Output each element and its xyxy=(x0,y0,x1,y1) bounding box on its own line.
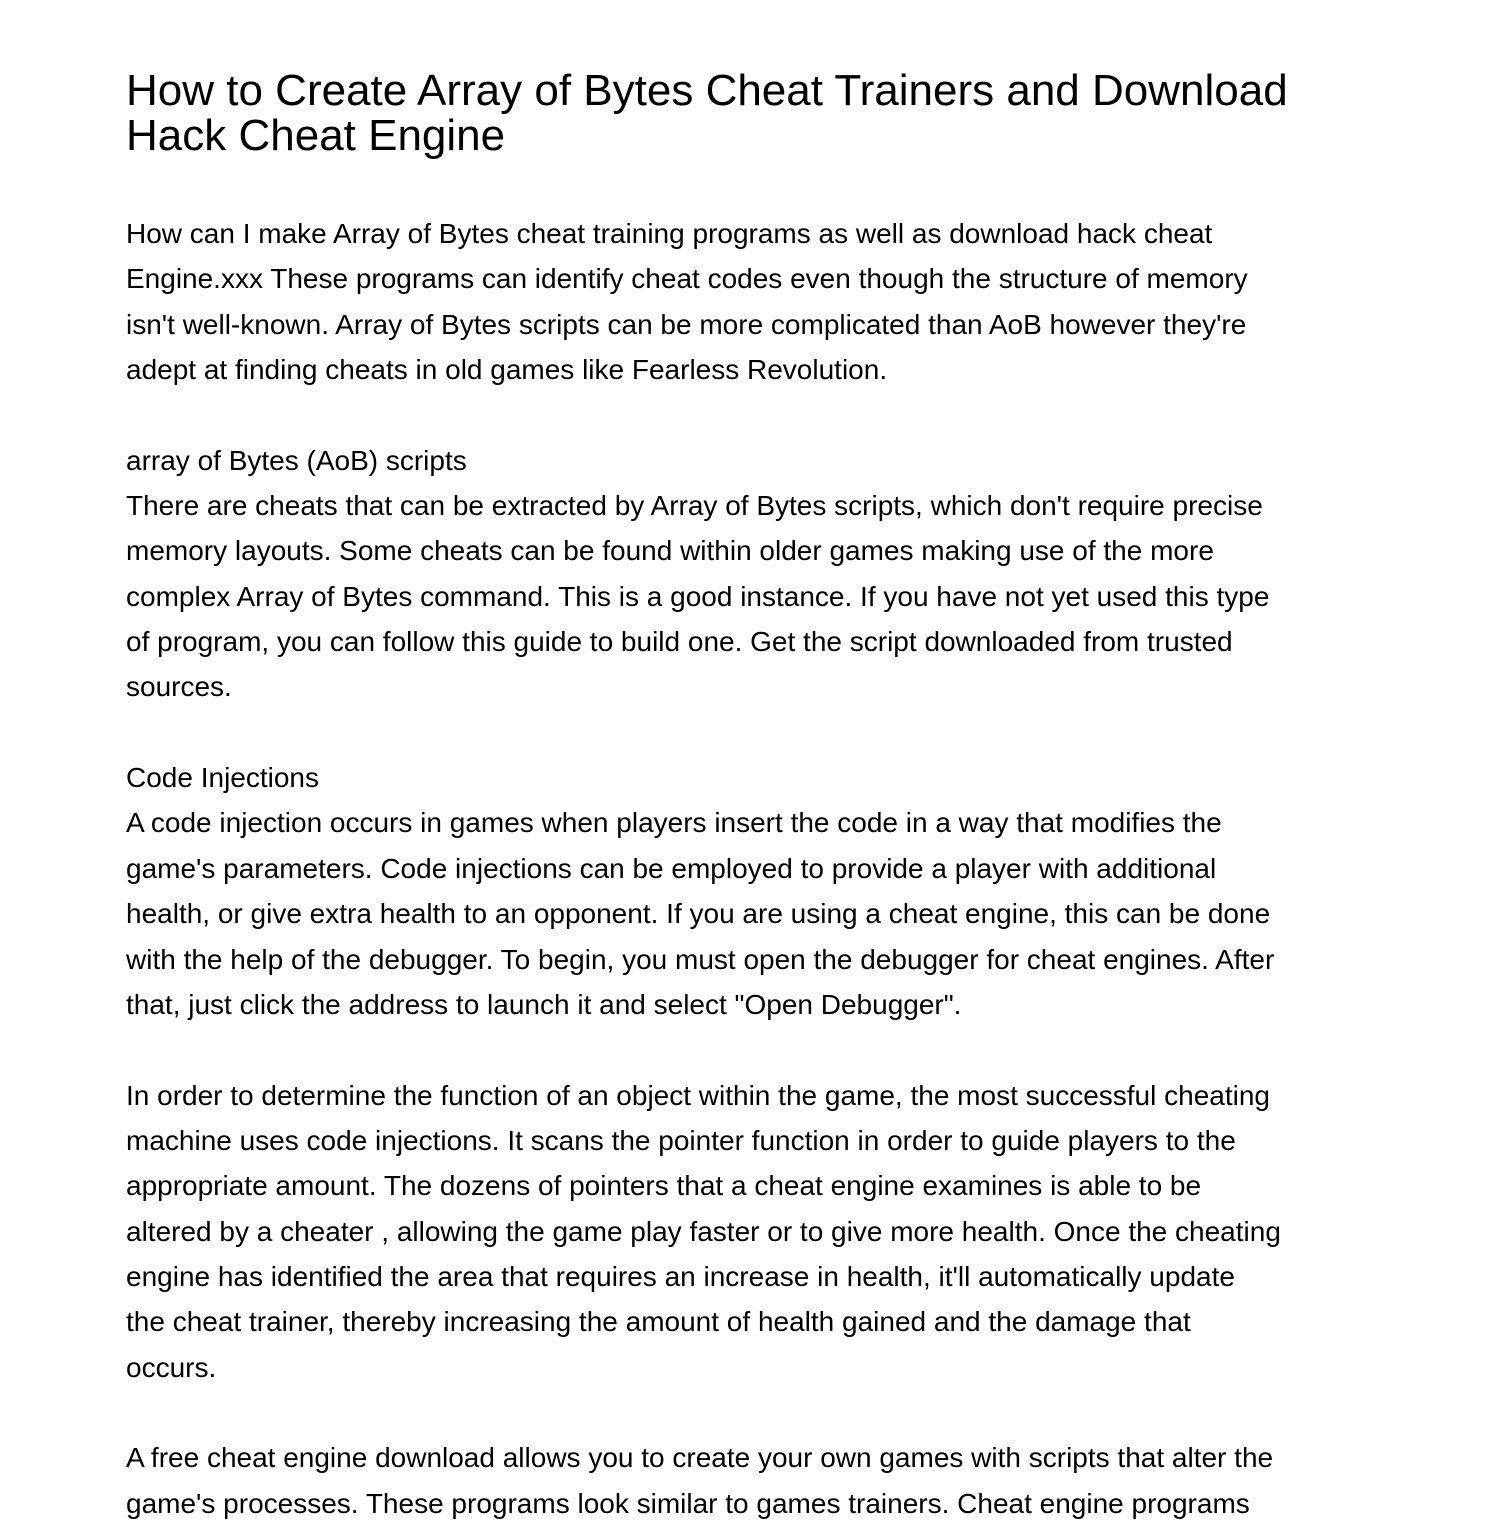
paragraph-line: of program, you can follow this guide to build one. Get the script downloaded from trusted xyxy=(126,626,1233,658)
paragraph-line: In order to determine the function of an object within the game, the most successful cheating xyxy=(126,1079,1270,1111)
paragraph-line: machine uses code injections. It scans the pointer function in order to guide players to the xyxy=(126,1124,1236,1156)
paragraph-line: sources. xyxy=(126,671,232,703)
paragraph-line: complex Array of Bytes command. This is a good instance. If you have not yet used this type xyxy=(126,580,1270,612)
section-heading: array of Bytes (AoB) scripts xyxy=(126,444,467,476)
paragraph-line: engine has identified the area that requires an increase in health, it'll automatically update xyxy=(126,1260,1235,1292)
paragraph-line: appropriate amount. The dozens of pointers that a cheat engine examines is able to be xyxy=(126,1170,1202,1202)
paragraph-line: There are cheats that can be extracted by Array of Bytes scripts, which don't require precise xyxy=(126,490,1263,522)
paragraph-line: altered by a cheater , allowing the game play faster or to give more health. Once the cheating xyxy=(126,1215,1281,1247)
section xyxy=(126,1390,1281,1526)
paragraph-line: memory layouts. Some cheats can be found within older games making use of the more xyxy=(126,535,1214,567)
paragraph-line: the cheat trainer, thereby increasing the amount of health gained and the damage that xyxy=(126,1306,1191,1338)
section xyxy=(126,1027,1281,1390)
paragraph-line: isn't well-known. Array of Bytes scripts can be more complicated than AoB however they're xyxy=(126,308,1247,340)
paragraph-line: health, or give extra health to an opponent. If you are using a cheat engine, this can be done xyxy=(126,898,1271,930)
section xyxy=(126,710,1281,1027)
section xyxy=(126,392,1281,709)
page-title xyxy=(126,68,1288,158)
document-body xyxy=(126,211,1281,1526)
title-line: How to Create Array of Bytes Cheat Trainers and Download xyxy=(126,66,1288,115)
paragraph-line: A free cheat engine download allows you to create your own games with scripts that alter the xyxy=(126,1442,1274,1474)
paragraph-line: game's parameters. Code injections can be employed to provide a player with additional xyxy=(126,852,1217,884)
paragraph-line: Engine.xxx These programs can identify cheat codes even though the structure of memory xyxy=(126,263,1248,295)
title-line: Hack Cheat Engine xyxy=(126,111,506,160)
paragraph-line: that, just click the address to launch it and select "Open Debugger". xyxy=(126,988,962,1020)
section-heading: Code Injections xyxy=(126,762,320,794)
paragraph-line: How can I make Array of Bytes cheat training programs as well as download hack cheat xyxy=(126,218,1213,249)
paragraph-line: occurs. xyxy=(126,1351,217,1383)
paragraph-line: adept at finding cheats in old games like Fearless Revolution. xyxy=(126,354,888,386)
paragraph-line: A code injection occurs in games when players insert the code in a way that modifies the xyxy=(126,807,1222,839)
paragraph-line: game's processes. These programs look similar to games trainers. Cheat engine programs xyxy=(126,1487,1250,1519)
section xyxy=(126,211,1281,392)
paragraph-line: with the help of the debugger. To begin, you must open the debugger for cheat engines. After xyxy=(126,943,1275,975)
